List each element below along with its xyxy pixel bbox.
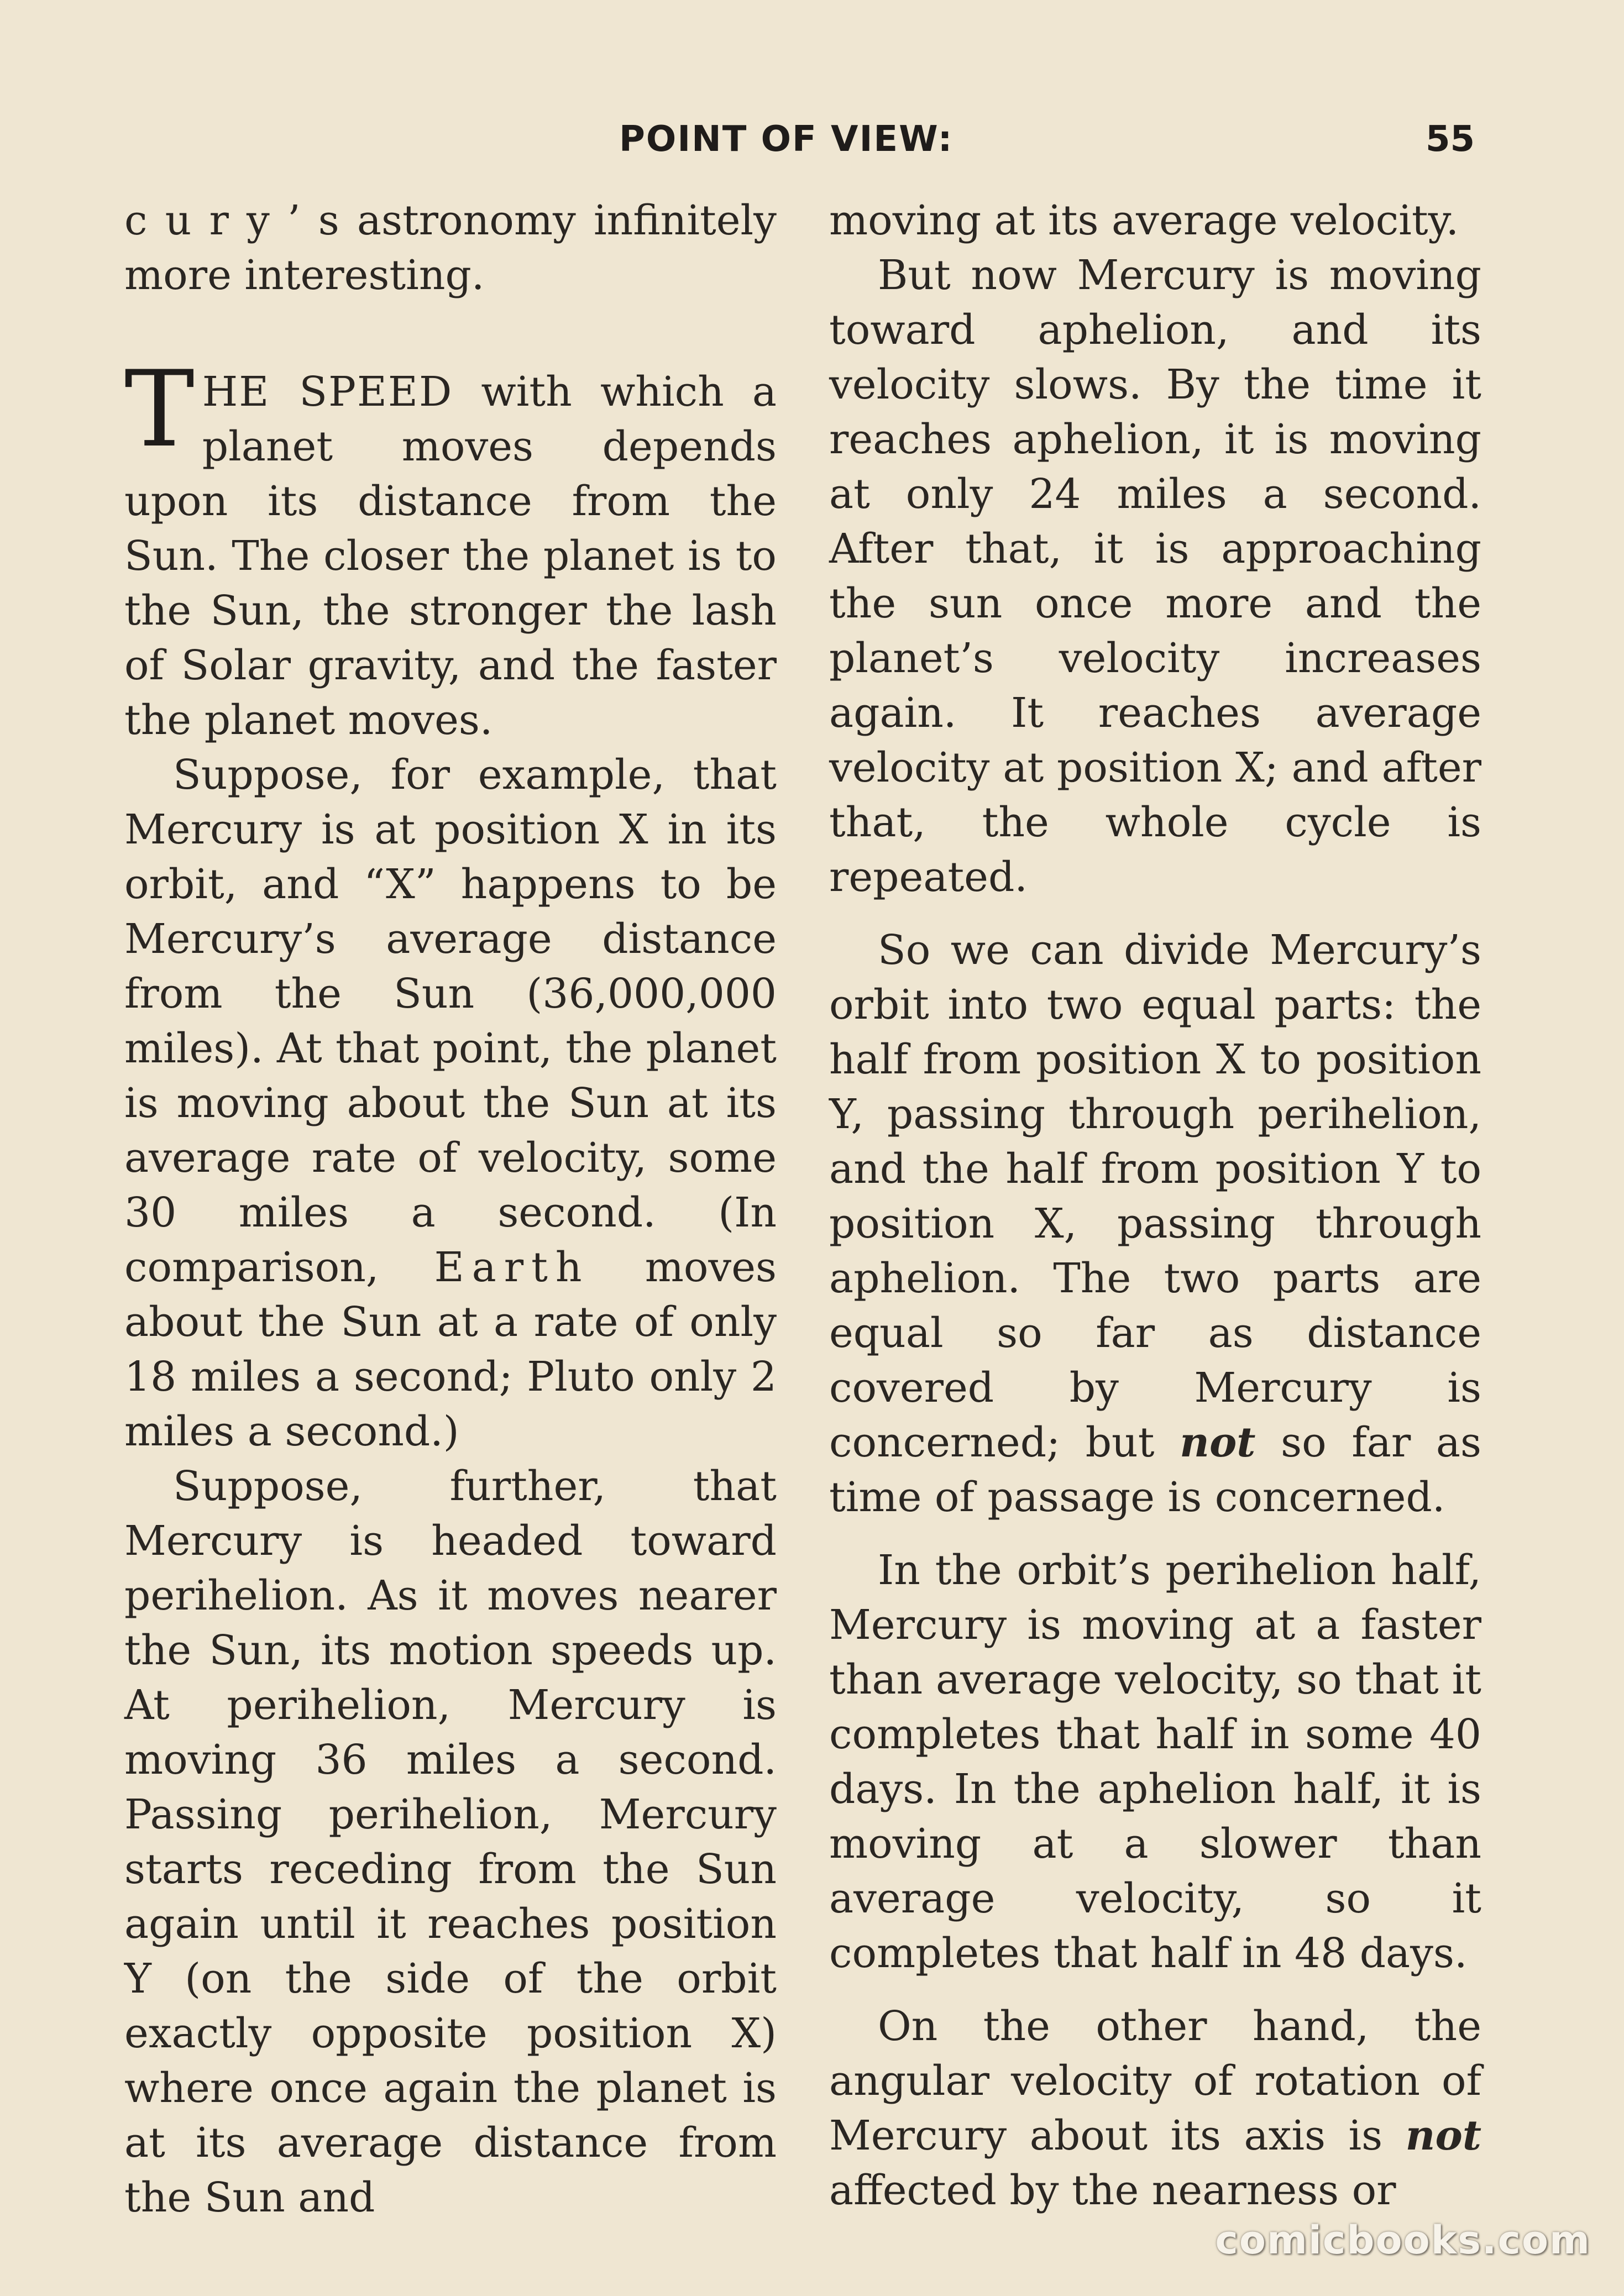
paragraph-halves: In the orbit’s perihelion half, Mercury is moving at a faster than average velocity, so that it completes that half in some 40 days. In the aphelion half, it is moving at a slower than average velocity, so it completes that half in 48 days. [829,1547,1481,1977]
paragraph-continued: c u r y ’ s astronomy infinitely more interesting. [124,197,777,299]
drop-cap: T [124,348,195,470]
page-header [619,119,1475,174]
paragraph-aphelion: But now Mercury is moving toward aphelion, and its velocity slows. By the time it reaches aphelion, it is moving at only 24 miles a second. After that, it is approaching the sun once more and the planet’s velocity increases again. It reaches average velocity at position X; and after that, the whole cycle is repeated. [829,251,1481,901]
paragraph-rotation [829,1999,1481,2218]
paragraph-text: So we can divide Mercury’s orbit into two equal parts: the half from position X to position Y, passing through perihelion, and the half from position Y to position X, passing through aphelion. The two parts are equal so far as distance covered by Mercury is concerned; but [829,926,1481,1466]
paragraph-text: Suppose, for example, that Mercury is at position X in its orbit, and “X” happens to be Mercury’s average distance from the Sun (36,000,000 miles). At that point, the planet is moving about the Sun at its average rate of velocity, some 30 miles a second. (In comparison, [124,751,777,1291]
page-number: 55 [1425,119,1475,160]
running-head: POINT OF VIEW: [619,119,954,160]
paragraph-text: so far as time of passage is concerned. [829,1419,1481,1521]
paragraph-text: with which a planet moves depends upon its distance from the Sun. The closer the planet is to the Sun, the stronger the lash of Solar gravity, and the faster the planet moves. [124,368,777,744]
paragraph-perihelion: Suppose, further, that Mercury is headed toward perihelion. As it moves nearer the Sun, its motion speeds up. At perihelion, Mercury is moving 36 miles a second. Passing perihelion, Mercury starts receding from the Sun again until it reaches position Y (on the side of the orbit exactly opposite position X) where once again the planet is at its average distance from the Sun and [124,1462,777,2221]
paragraph-continued: moving at its average velocity. [829,197,1459,244]
right-column [829,193,1481,2218]
watermark: comicbooks.com [1215,2218,1591,2263]
left-column [124,193,777,2225]
paragraph-speed [124,348,777,748]
paragraph-divide-orbit [829,923,1481,1525]
emphasis-text: not [1405,2112,1481,2159]
lead-in-caps: HE SPEED [202,368,453,416]
paragraph-text: affected by the nearness or [829,2167,1396,2214]
paragraph-example [124,748,777,1459]
paragraph-text: moves about the Sun at a rate of only 18 miles a second; Pluto only 2 miles a second.) [124,1244,777,1455]
emphasis-text: not [1180,1419,1256,1466]
paragraph-text: On the other hand, the angular velocity of rotation of Mercury about its axis is [829,2003,1481,2159]
spaced-word: Earth [434,1244,590,1291]
